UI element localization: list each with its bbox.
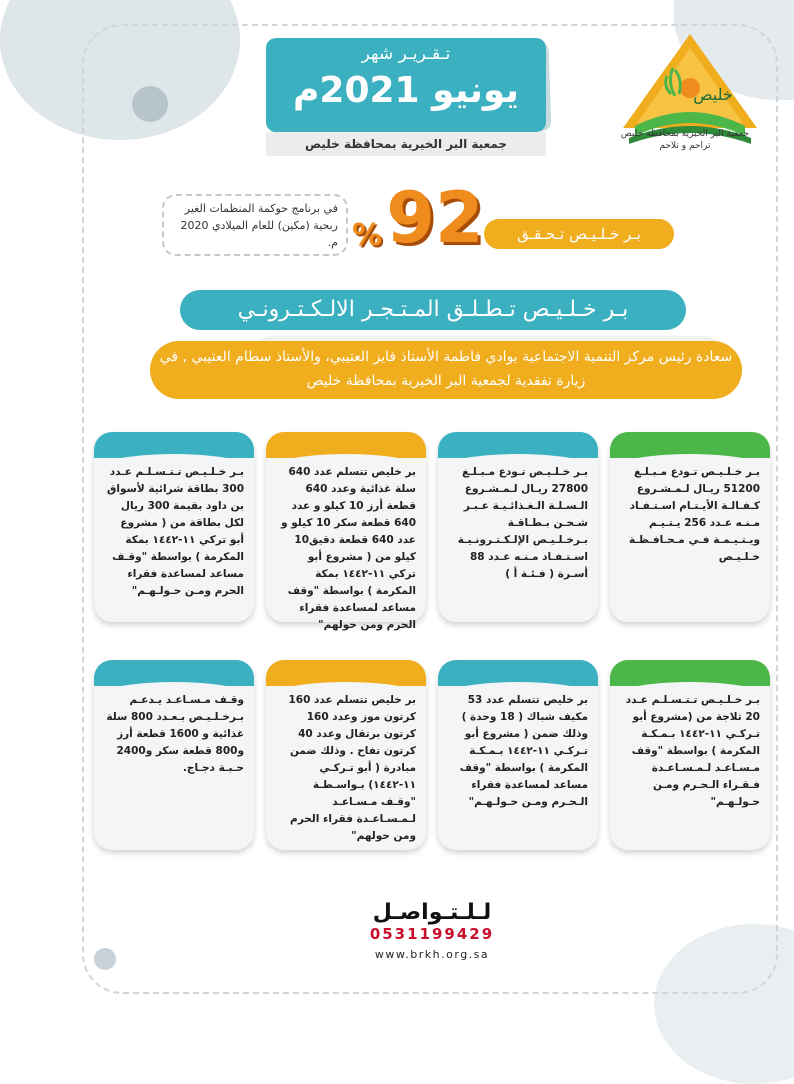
card-food-basket bbox=[438, 432, 598, 622]
contact-title: لـلـتـواصـل bbox=[372, 900, 492, 925]
achievement-note: في برنامج حوكمة المنظمات الغير ربحية (مكين) للعام الميلادي 2020 م. bbox=[162, 194, 348, 256]
card-text: بر خليص تتسلم عدد 53 مكيف شباك ( 18 وحدة ) وذلك ضمن ( مشروع أبو تـركـي ١١-١٤٤٢ بـمـكـة المكرمة ) بواسطة "وقف مساعد لمساعدة فقراء الـحـرم ومـن حـولـهـم" bbox=[459, 694, 588, 808]
store-launch-banner: بـر خـلـيـص تـطـلـق المـتـجـر الالـكـتـرونـي bbox=[180, 290, 686, 330]
card-fridges bbox=[610, 660, 770, 850]
card-orphans bbox=[610, 432, 770, 622]
card-text: بر خليص تتسلم عدد 640 سلة غذائية وعدد 640 قطعة أرز 10 كيلو و عدد 640 قطعة سكر 10 كيلو و عدد 640 قطعة دقيق10 كيلو من ( مشروع أبو تركي ١١-١٤٤٢ بمكة المكرمة ) بواسطة "وقف مساعد لمساعدة فقراء الحرم ومن حولهم" bbox=[281, 466, 416, 631]
achievement-pill: بـر خـلـيـص تـحـقـق bbox=[484, 219, 674, 249]
achievement-value: 92 bbox=[386, 177, 484, 259]
association-logo bbox=[615, 28, 765, 188]
card-fruits bbox=[266, 660, 426, 850]
percent-sign: % bbox=[352, 218, 383, 253]
card-waqf-support bbox=[94, 660, 254, 850]
card-text: بـر خـلـيـص تـتـسـلـم عـدد 20 ثلاجة من (مشروع أبو تـركـي ١١-١٤٤٢ بـمـكـة المكرمة ) بواسطة "وقف مـسـاعـد لـمـسـاعـدة فـقـراء الـحـرم ومـن حـولـهـم" bbox=[625, 694, 760, 808]
report-month: يونيو 2021م bbox=[293, 70, 519, 111]
card-text: بـر خـلـيـص تـتـسـلـم عـدد 300 بطاقة شرائية لأسواق بن داود بقيمة 300 ريال لكل بطاقة من ( مشروع أبو تركي ١١-١٤٤٢ بمكة المكرمة ) بواسطة "وقـف مساعد لمساعدة فقراء الحرم ومـن حـولـهـم" bbox=[106, 466, 244, 597]
contact-phone[interactable]: 0531199429 bbox=[369, 925, 495, 943]
logo-caption-name: جمعية البر الخيرية بمحافظة خليص bbox=[620, 129, 750, 139]
card-text: بـر خـلـيـص تـودع مـبـلـغ 51200 ريـال لـمـشـروع كـفـالـة الأيـتـام اسـتـفـاد مـنـه عـدد 256 يـتـيـم ويـتـيـمـة فـي مـحـافـظـة خـلـيـص bbox=[628, 466, 760, 563]
logo-brand-text: خليص bbox=[693, 85, 733, 104]
visit-text: سعادة رئيس مركز التنمية الاجتماعية بوادي فاطمة الأستاذ فايز العتيبي، والأستاذ سطام العتيبي , في زيارة تفقدية لجمعية البر الخيرية بمحافظة خليص bbox=[150, 341, 742, 399]
report-label: تـقـريـر شهر bbox=[361, 44, 451, 64]
card-air-conditioners bbox=[438, 660, 598, 850]
logo-caption-slogan: تراحم و تلاحم bbox=[659, 141, 711, 151]
card-shopping-cards bbox=[94, 432, 254, 622]
logo-caption bbox=[610, 128, 760, 152]
contact-website[interactable]: www.brkh.org.sa bbox=[374, 948, 490, 961]
card-text: بر خليص تتسلم عدد 160 كرتون موز وعدد 160 كرتون برتقال وعدد 40 كرتون تفاح . وذلك ضمن مبادرة ( أبو تـركـي ١١-١٤٤٢) بـواسـطـة "وقـف مـسـاعـد لـمـسـاعـدة فقراء الحرم ومن حولهم" bbox=[288, 694, 416, 842]
card-text: وقـف مـسـاعـد يـدعـم بـرخـلـيـص بـعـدد 800 سلة غذائية و 1600 قطعة أرز و800 قطعة سكر و2400 حـبـة دجـاج. bbox=[106, 694, 244, 774]
card-text: بـر خـلـيـص تـودع مـبـلـغ 27800 ريـال لـمـشـروع الـسـلـة الـغـذائـيـة عـبـر شـحـن بـطـاقـة بـرخـلـيـص الإلـكـتـرونـيـة اسـتـفـاد مـنـه عـدد 88 أسـرة ( فـئـة أ ) bbox=[457, 466, 588, 580]
card-food-items bbox=[266, 432, 426, 631]
report-subtitle: جمعية البر الخيرية بمحافظة خليص bbox=[266, 132, 546, 156]
